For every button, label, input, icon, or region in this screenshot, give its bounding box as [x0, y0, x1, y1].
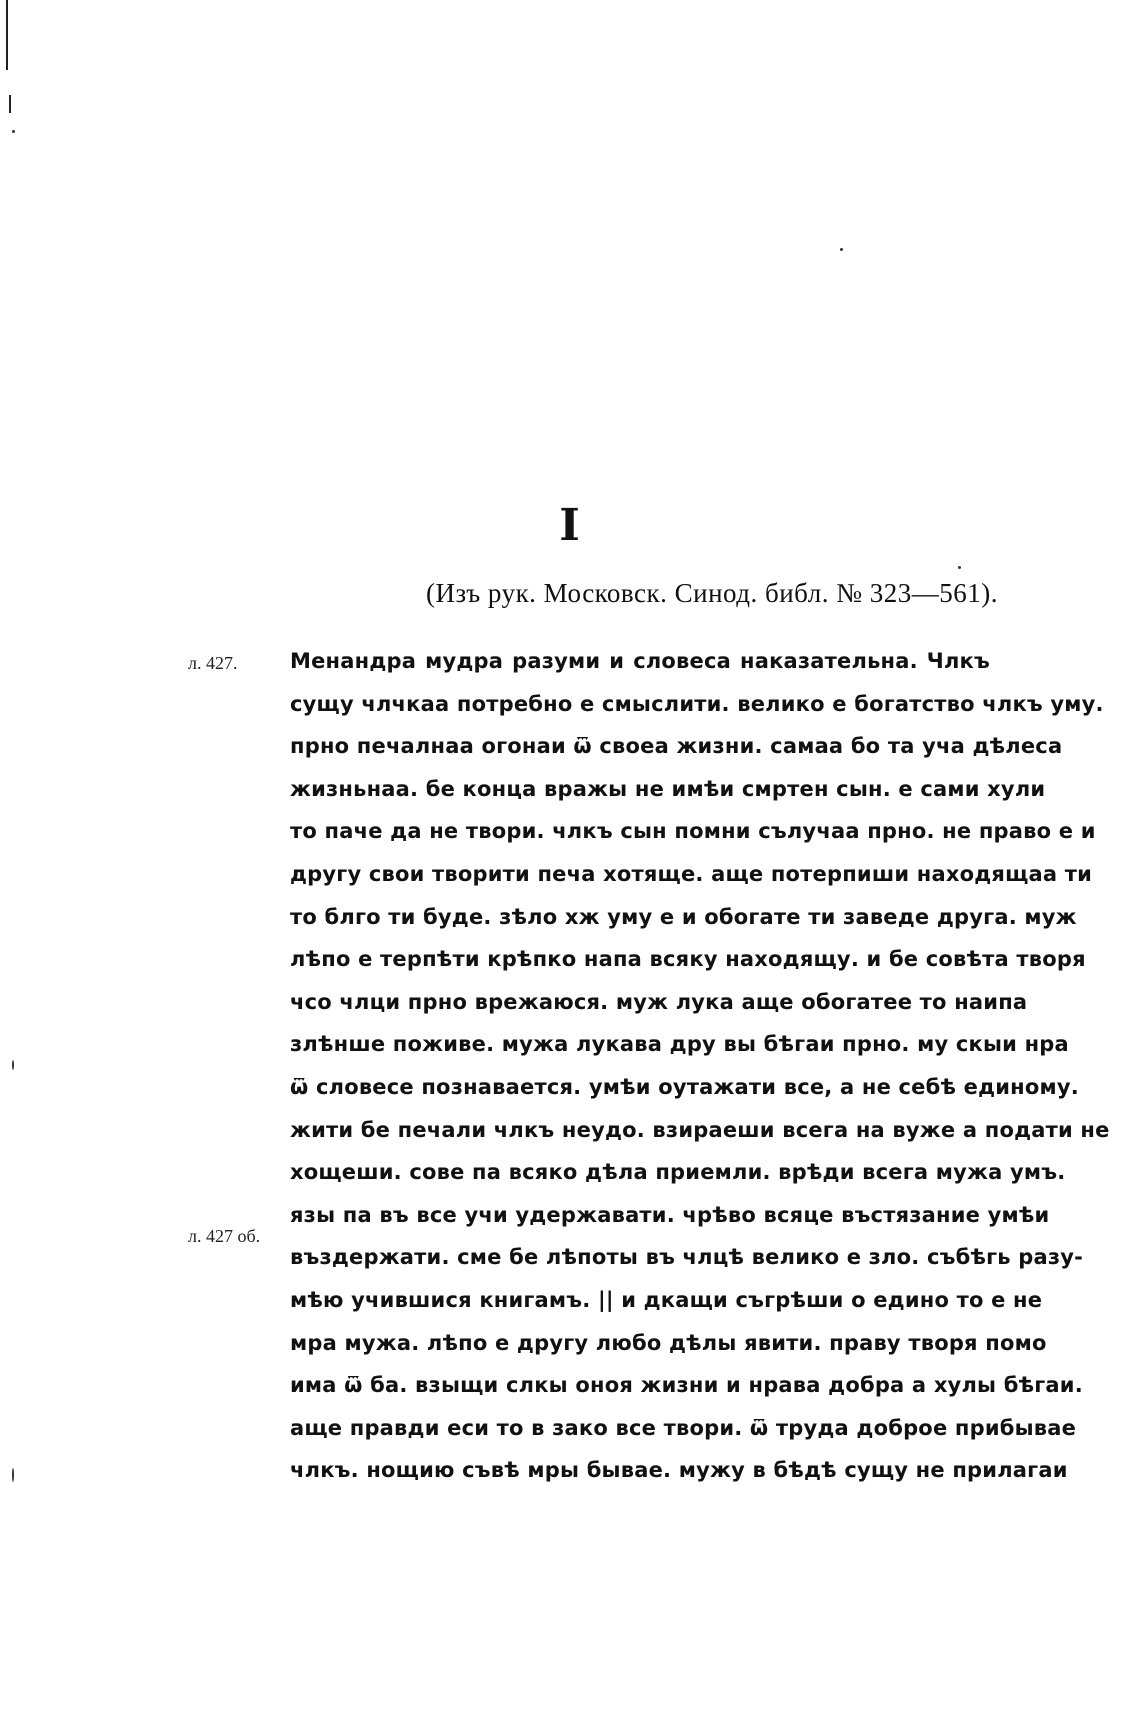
manuscript-text: [290, 640, 1110, 1492]
text-line: жити бе печали члкъ неудо. взираеши всега на вуже а подати не: [290, 1117, 1110, 1142]
text-line: то блго ти буде. зѣло хж уму е и обогате ти заведе друга. муж: [290, 904, 1077, 929]
text-line: чсо члци прно врежаюся. муж лука аще обогатее то наипа: [290, 989, 1028, 1014]
text-line: прно печалнаа огонаи ѿ своеа жизни. самаа бо та уча дѣлеса: [290, 734, 1063, 759]
left-margin-rule-top: [6, 0, 8, 70]
page-speck: [12, 130, 15, 133]
text-line: мра мужа. лѣпо е другу любо дѣлы явити. праву творя помо: [290, 1330, 1047, 1355]
left-margin-rule-mark: [9, 95, 11, 113]
text-line: ѿ словесе познавается. умѣи оутажати все, а не себѣ единому.: [290, 1074, 1079, 1099]
text-line: злѣнше поживе. мужа лукава дру вы бѣгаи прно. му скыи нра: [290, 1032, 1069, 1057]
source-note: [0, 578, 1140, 609]
text-line: язы па въ все учи удержавати. чрѣво всяце въстязание умѣи: [290, 1202, 1050, 1227]
page-speck: [958, 566, 961, 569]
text-line: аще правди еси то в зако все твори. ѿ труда доброе прибывае: [290, 1415, 1077, 1440]
text-line: хощеши. сове па всяко дѣла приемли. врѣди всега мужа умъ.: [290, 1160, 1066, 1185]
folio-note: л. 427.: [188, 653, 238, 673]
text-line: жизньнаа. бе конца вражы не имѣи смртен сын. е сами хули: [290, 776, 1046, 801]
text-line: лѣпо е терпѣти крѣпко напа всяку находящу. и бе совѣта творя: [290, 947, 1086, 972]
text-line: въздержати. сме бе лѣпоты въ члцѣ велико е зло. събѣгь разу-: [290, 1245, 1084, 1270]
source-note-text: (Изъ рук. Московск. Синод. библ. № 323—561).: [426, 578, 998, 608]
page-speck: [12, 1060, 14, 1070]
text-line: то паче да не твори. члкъ сын помни сълучаа прно. не право е и: [290, 819, 1096, 844]
text-line: има ѿ ба. взыщи слкы оноя жизни и нрава добра а хулы бѣгаи.: [290, 1373, 1083, 1398]
page-speck: [840, 248, 843, 251]
page-speck: [12, 1468, 14, 1482]
text-line: Менандра мудра разуми и словеса наказательна. Члкъ: [290, 649, 990, 673]
text-line: другу свои творити печа хотяще. аще потерпиши находящаа ти: [290, 861, 1093, 886]
text-line: сущу члчкаа потребно е смыслити. велико е богатство члкъ уму.: [290, 691, 1104, 716]
text-line: мѣю учившися книгамъ. || и дкащи съгрѣши о едино то е не: [290, 1287, 1043, 1312]
section-number: I: [559, 500, 581, 551]
text-line: члкъ. нощию съвѣ мры бывае. мужу в бѣдѣ сущу не прилагаи: [290, 1458, 1068, 1483]
folio-note: л. 427 об.: [188, 1226, 261, 1246]
